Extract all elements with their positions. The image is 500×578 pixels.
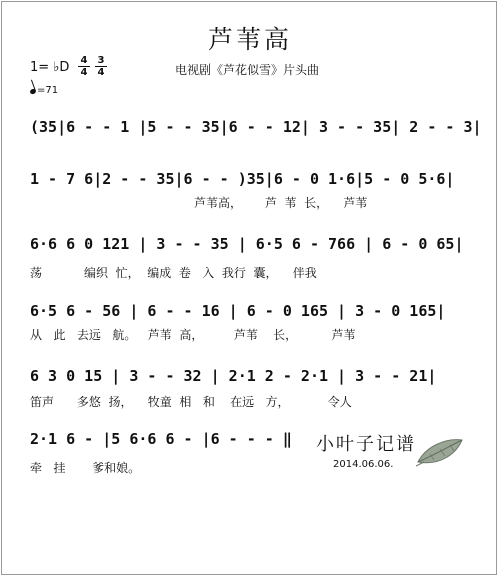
transcription-date: 2014.06.06. xyxy=(333,459,394,470)
score-frame xyxy=(1,1,497,575)
score-line-4: 6·5 6 - 56 | 6 - - 16 | 6 - 0 165 | 3 - 0 165| xyxy=(30,302,446,320)
lyrics-line-3: 荡 编织 忙， 编成 卷 入 我行 囊， 伴我 xyxy=(30,266,317,280)
time-signature-4-4: 4 4 xyxy=(78,55,90,78)
score-line-1: (35|6 - - 1 |5 - - 35|6 - - 12| 3 - - 35| 2 - - 3| xyxy=(30,118,482,136)
subtitle: 电视剧《芦花似雪》片头曲 xyxy=(175,63,320,77)
lyrics-line-6: 牵 挂 爹和娘。 xyxy=(30,461,141,475)
leaf-icon xyxy=(412,432,468,472)
lyrics-line-4: 从 此 去远 航。 芦苇 高， 芦苇 长， 芦苇 xyxy=(30,328,356,342)
time-signature-3-4: 3 4 xyxy=(95,55,107,78)
lyrics-line-5: 笛声 多悠 扬， 牧童 相 和 在远 方， 令人 xyxy=(30,395,352,409)
transcriber-signature: 小叶子记谱 xyxy=(316,434,416,455)
key-signature: 1= ♭D xyxy=(30,60,70,75)
score-line-6: 2·1 6 - |5 6·6 6 - |6 - - - ‖ xyxy=(30,430,292,448)
score-line-5: 6 3 0 15 | 3 - - 32 | 2·1 2 - 2·1 | 3 - - 21| xyxy=(30,367,437,385)
score-line-2: 1 - 7 6|2 - - 35|6 - - )35|6 - 0 1·6|5 - 0 5·6| xyxy=(30,170,455,188)
quarter-note-icon xyxy=(29,88,36,95)
song-title: 芦苇高 xyxy=(207,25,292,54)
tempo-marking: =71 xyxy=(30,85,58,96)
lyrics-line-2: 芦苇高， 芦 苇 长， 芦苇 xyxy=(30,196,368,210)
score-line-3: 6·6 6 0 121 | 3 - - 35 | 6·5 6 - 766 | 6 - 0 65| xyxy=(30,235,464,253)
